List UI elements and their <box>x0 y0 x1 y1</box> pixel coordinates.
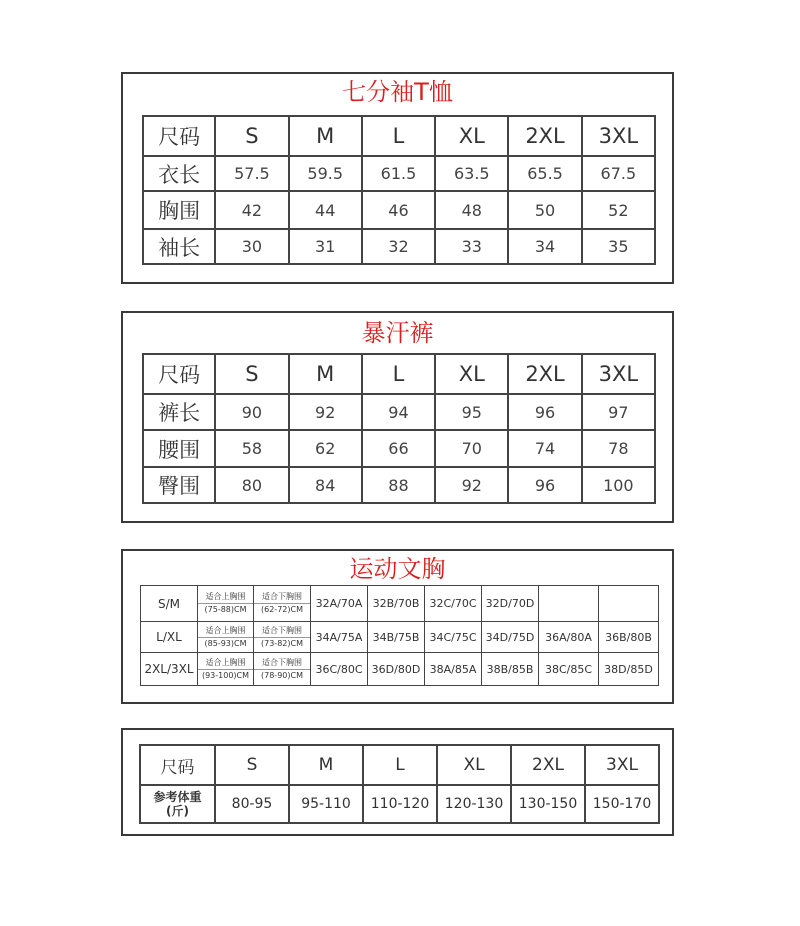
table-cell: 38C/85C <box>539 653 599 686</box>
table-cell: 63.5 <box>435 156 508 191</box>
table-cell: 110-120 <box>363 785 437 823</box>
table-cell: 92 <box>435 467 508 503</box>
table-cell: 97 <box>582 394 655 430</box>
table-header-row <box>143 116 655 156</box>
table-cell: 34D/75D <box>482 622 539 653</box>
table-cell: 80 <box>215 467 288 503</box>
row-label: 2XL/3XL <box>141 653 198 686</box>
header-cell: 尺码 <box>140 745 215 785</box>
table-cell: 130-150 <box>511 785 585 823</box>
table-cell: 70 <box>435 430 508 467</box>
table-cell: 88 <box>362 467 435 503</box>
note-value: (78-90)CM <box>261 670 303 680</box>
upper-bust-cell <box>198 622 254 653</box>
lower-bust-cell <box>254 622 311 653</box>
table-cell: 94 <box>362 394 435 430</box>
table-cell: 34 <box>508 229 581 264</box>
table-cell: 61.5 <box>362 156 435 191</box>
table-cell: 36A/80A <box>539 622 599 653</box>
table-cell: 34B/75B <box>368 622 425 653</box>
header-cell: 3XL <box>582 354 655 394</box>
note-label: 适合下胸围 <box>254 591 310 604</box>
table-cell: 46 <box>362 191 435 229</box>
table-row <box>141 622 659 653</box>
upper-bust-cell <box>198 653 254 686</box>
note-value: (75-88)CM <box>204 605 247 614</box>
header-cell: 3XL <box>582 116 655 156</box>
table-cell: 59.5 <box>289 156 362 191</box>
row-label: 袖长 <box>143 229 215 264</box>
table-cell: 35 <box>582 229 655 264</box>
table-cell: 36C/80C <box>311 653 368 686</box>
table-cell <box>539 586 599 622</box>
bra-title: 运动文胸 <box>349 555 446 583</box>
table-cell: 58 <box>215 430 288 467</box>
header-cell: S <box>215 354 288 394</box>
table-cell: 57.5 <box>215 156 288 191</box>
header-cell: L <box>363 745 437 785</box>
row-label: 胸围 <box>143 191 215 229</box>
header-cell: M <box>289 354 362 394</box>
row-label: L/XL <box>141 622 198 653</box>
table-cell: 52 <box>582 191 655 229</box>
weight-size-panel <box>121 728 674 836</box>
table-cell: 95-110 <box>289 785 363 823</box>
row-label: 腰围 <box>143 430 215 467</box>
table-cell: 31 <box>289 229 362 264</box>
pants-size-panel <box>121 311 674 523</box>
lower-bust-cell <box>254 653 311 686</box>
header-cell: 尺码 <box>143 354 215 394</box>
row-label: 衣长 <box>143 156 215 191</box>
row-label: 臀围 <box>143 467 215 503</box>
table-cell: 38D/85D <box>599 653 659 686</box>
table-cell: 100 <box>582 467 655 503</box>
note-label: 适合上胸围 <box>198 657 253 670</box>
table-cell: 38B/85B <box>482 653 539 686</box>
table-cell: 65.5 <box>508 156 581 191</box>
tshirt-size-panel <box>121 72 674 284</box>
pants-size-table <box>142 353 656 504</box>
table-cell: 32 <box>362 229 435 264</box>
row-label: 参考体重 (斤) <box>140 785 215 823</box>
table-cell: 74 <box>508 430 581 467</box>
table-cell: 34C/75C <box>425 622 482 653</box>
header-cell: 2XL <box>508 116 581 156</box>
table-cell: 62 <box>289 430 362 467</box>
header-cell: L <box>362 116 435 156</box>
table-row <box>143 229 655 264</box>
table-row <box>141 586 659 622</box>
note-value: (85-93)CM <box>204 638 247 648</box>
upper-bust-cell <box>198 586 254 622</box>
weight-size-table <box>139 744 660 824</box>
table-cell <box>599 586 659 622</box>
tshirt-size-table <box>142 115 656 265</box>
note-value: (62-72)CM <box>261 605 303 614</box>
lower-bust-cell <box>254 586 311 622</box>
table-cell: 32B/70B <box>368 586 425 622</box>
header-cell: 2XL <box>508 354 581 394</box>
table-cell: 36B/80B <box>599 622 659 653</box>
table-row <box>143 467 655 503</box>
table-cell: 32A/70A <box>311 586 368 622</box>
bra-size-panel <box>121 549 674 704</box>
note-value: (73-82)CM <box>261 638 303 648</box>
table-cell: 34A/75A <box>311 622 368 653</box>
table-cell: 78 <box>582 430 655 467</box>
table-cell: 96 <box>508 467 581 503</box>
table-row <box>143 191 655 229</box>
table-row <box>140 785 659 823</box>
table-cell: 95 <box>435 394 508 430</box>
table-cell: 150-170 <box>585 785 659 823</box>
table-header-row <box>143 354 655 394</box>
table-cell: 33 <box>435 229 508 264</box>
table-row <box>143 394 655 430</box>
note-value: (93-100)CM <box>201 670 250 680</box>
table-cell: 120-130 <box>437 785 511 823</box>
header-cell: L <box>362 354 435 394</box>
row-label: 裤长 <box>143 394 215 430</box>
table-cell: 42 <box>215 191 288 229</box>
table-cell: 96 <box>508 394 581 430</box>
table-cell: 32D/70D <box>482 586 539 622</box>
table-cell: 90 <box>215 394 288 430</box>
note-label: 适合上胸围 <box>198 625 253 638</box>
table-cell: 44 <box>289 191 362 229</box>
table-cell: 67.5 <box>582 156 655 191</box>
header-cell: XL <box>435 354 508 394</box>
note-label: 适合上胸围 <box>198 591 253 604</box>
table-cell: 36D/80D <box>368 653 425 686</box>
table-cell: 92 <box>289 394 362 430</box>
table-row <box>143 430 655 467</box>
header-cell: 3XL <box>585 745 659 785</box>
note-label: 适合下胸围 <box>254 657 310 670</box>
note-label: 适合下胸围 <box>254 625 310 638</box>
table-cell: 30 <box>215 229 288 264</box>
header-cell: M <box>289 116 362 156</box>
table-row <box>143 156 655 191</box>
table-cell: 80-95 <box>215 785 289 823</box>
header-cell: XL <box>437 745 511 785</box>
pants-title: 暴汗裤 <box>361 319 434 347</box>
header-cell: 尺码 <box>143 116 215 156</box>
table-cell: 48 <box>435 191 508 229</box>
table-cell: 38A/85A <box>425 653 482 686</box>
table-cell: 32C/70C <box>425 586 482 622</box>
tshirt-title: 七分袖T恤 <box>342 78 453 106</box>
header-cell: XL <box>435 116 508 156</box>
row-label: S/M <box>141 586 198 622</box>
table-header-row <box>140 745 659 785</box>
header-cell: M <box>289 745 363 785</box>
table-cell: 66 <box>362 430 435 467</box>
table-row <box>141 653 659 686</box>
header-cell: S <box>215 116 288 156</box>
table-cell: 84 <box>289 467 362 503</box>
bra-size-table <box>140 585 659 686</box>
table-cell: 50 <box>508 191 581 229</box>
header-cell: 2XL <box>511 745 585 785</box>
header-cell: S <box>215 745 289 785</box>
